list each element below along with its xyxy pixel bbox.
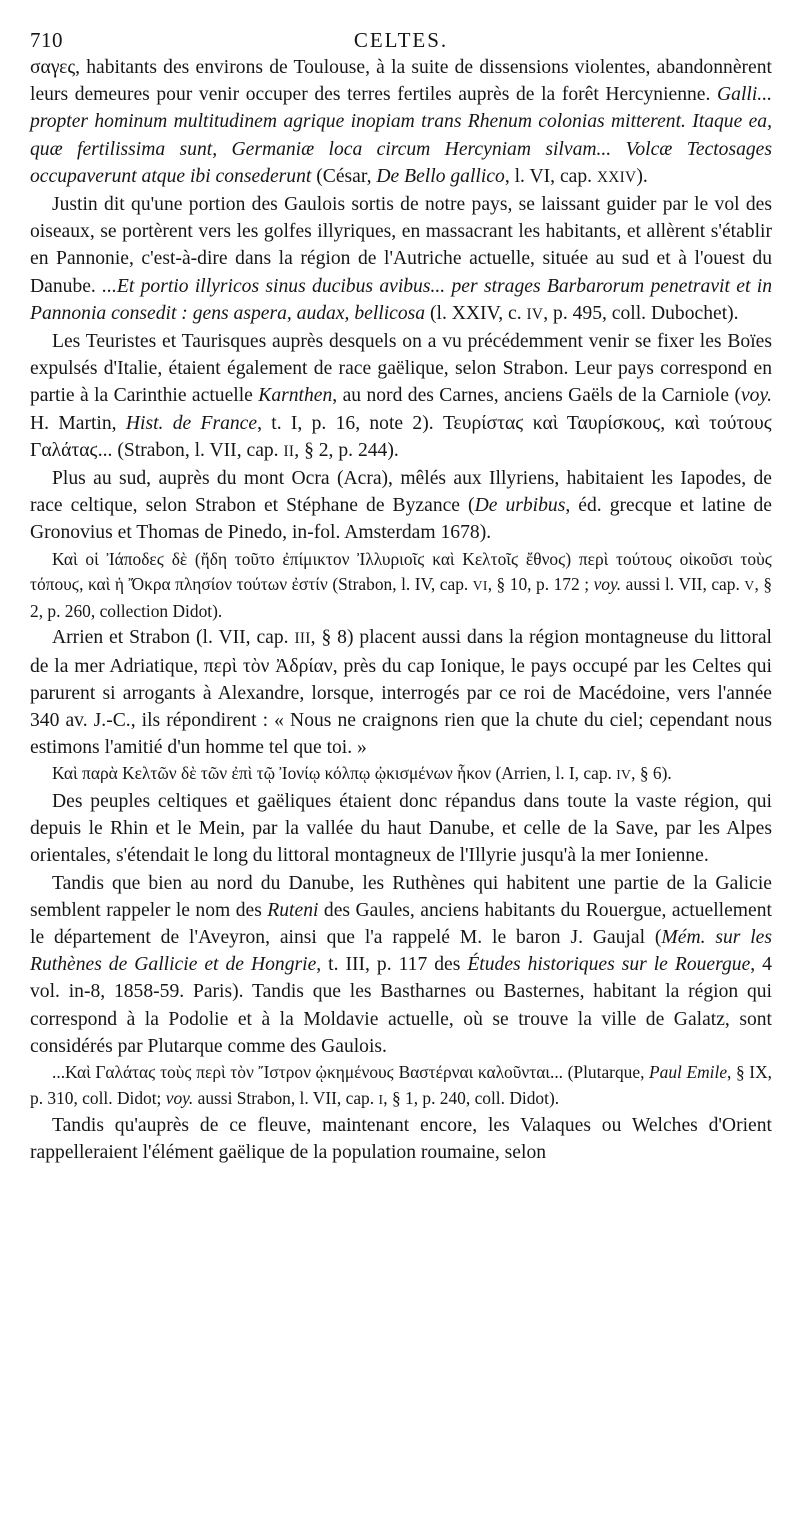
text-run: Tandis que bien au nord du Danube, les Ruthènes qui habitent une partie de la Galicie semblent rappeler le nom des: [30, 872, 772, 921]
text-run: des Gaules, anciens habitants du Rouergue, actuellement le département de l'Aveyron, ainsi que l'a rappelé M. le baron J. Gaujal (: [30, 899, 772, 949]
text-run: , éd. grecque et latine de Gronovius et Thomas de Pinedo, in-fol. Amsterdam 1678).: [30, 495, 772, 544]
text-run: Plus au sud, auprès du mont Ocra (Acra), mêlés aux Illyriens, habitaient les Iapodes, de race celtique, selon Strabon et Stéphane de Byzance (: [30, 468, 772, 517]
quote-plutarque: [30, 1060, 772, 1112]
text-run: , l. VI, cap.: [504, 165, 597, 187]
small-caps-run: IV: [526, 305, 544, 323]
text-run: , § 1, p. 240, coll. Didot).: [383, 1087, 560, 1108]
text-run: , t. I, p. 16, note 2).: [257, 412, 443, 434]
small-caps-run: III: [294, 630, 311, 648]
italic-run: Études historiques sur le Rouergue: [467, 954, 751, 976]
italic-run: voy.: [593, 574, 622, 595]
italic-run: De Bello gallico: [376, 165, 505, 187]
text-run: Tandis qu'auprès de ce fleuve, maintenant encore, les Valaques ou Welches d'Orient rappelleraient l'élément gaëlique de la population roumaine, selon: [30, 1115, 772, 1164]
small-caps-run: II: [283, 442, 295, 460]
greek-run: Καὶ παρὰ Κελτῶν δὲ τῶν ἐπὶ τῷ Ἰονίῳ κόλπῳ ᾠκισμένων ἧκον: [52, 763, 492, 784]
text-run: ).: [636, 165, 648, 187]
italic-run: Mém. sur les Ruthènes de Gallicie et de Hongrie: [30, 927, 772, 976]
text-run: , habitants des environs de Toulouse, à la suite de dissensions violentes, abandonnèrent leurs demeures pour venir occuper des terres fertiles auprès de la forêt Hercynienne.: [30, 57, 772, 106]
text-run: aussi l. VII, cap.: [621, 574, 745, 595]
text-run: H. Martin,: [30, 412, 126, 434]
greek-run: σαγες: [30, 57, 76, 78]
text-run: (Arrien, l. I, cap.: [491, 763, 617, 784]
paragraph-volcae-tectosages: [30, 54, 772, 191]
text-run: , § 8) placent aussi dans la région montagneuse du littoral de la mer Adriatique,: [30, 627, 772, 677]
text-run: (César,: [311, 165, 377, 187]
paragraph-valaques: [30, 1112, 772, 1166]
italic-run: De urbibus: [474, 495, 566, 517]
small-caps-run: I: [378, 1091, 384, 1107]
text-run: , t. III, p. 117 des: [316, 954, 468, 976]
paragraph-iapodes: [30, 465, 772, 547]
quote-arrien: [30, 761, 772, 788]
italic-run: Karnthen: [258, 385, 333, 407]
text-run: Les Teuristes et Taurisques auprès desquels on a vu précédemment venir se fixer les Boïes expulsés d'Italie, étaient également de race gaëlique, selon Strabon. Leur pays correspond en partie à la Carinthie actuelle: [30, 331, 772, 407]
text-run: (Strabon, l. IV, cap.: [327, 574, 473, 595]
paragraph-teuristes-taurisques: [30, 328, 772, 465]
running-title: CELTES.: [353, 28, 449, 52]
text-run: , au nord des Carnes, anciens Gaëls de la Carniole (: [332, 385, 741, 407]
small-caps-run: IV: [616, 767, 632, 783]
paragraph-ruthenes: [30, 870, 772, 1060]
text-run: , p. 495, coll. Dubochet).: [543, 302, 739, 324]
text-run: (l. XXIV, c.: [425, 302, 527, 324]
text-run: Justin dit qu'une portion des Gaulois sortis de notre pays, se laissant guider par le vol des oiseaux, se portèrent vers les golfes illyriques, en massacrant les habitants, et allèrent s'établir en Pannonie, c'est-à-dire dans la région de l'Autriche actuelle, située au sud et à l'ouest du Danube.: [30, 194, 772, 297]
text-run: , § 2, p. 244).: [294, 439, 399, 461]
small-caps-run: XXIV: [596, 168, 637, 186]
text-run: , près du cap Ionique, le pays occupé par les Celtes qui parurent si arrogants à Alexandre, lorsque, interrogés par ce roi de Macédoine, vers l'année 340 av. J.-C., ils répondirent : « Nous ne craignons rien que la chute du ciel; cependant nous estimons l'amitié d'un homme tel que toi. »: [30, 655, 772, 759]
text-run: , 4 vol. in-8, 1858-59. Paris). Tandis que les Bastharnes ou Basternes, habitant la région qui correspond à la Podolie et à la Moldavie actuelle, où se trouve la ville de Galatz, sont considérés par Plutarque comme des Gaulois.: [30, 954, 772, 1057]
small-caps-run: VI: [472, 578, 488, 594]
text-run: , § 10, p. 172 ;: [487, 574, 594, 595]
italic-run: voy.: [740, 385, 772, 407]
greek-run: περὶ τὸν Ἀδρίαν: [203, 655, 333, 677]
text-run: , § IX, p. 310, coll. Didot;: [30, 1062, 772, 1108]
italic-run: Hist. de France: [125, 412, 258, 434]
text-run: Des peuples celtiques et gaëliques étaient donc répandus dans toute la vaste région, qui depuis le Rhin et le Mein, par la vallée du haut Danube, et celle de la Save, par les Alpes orientales, s'étendait le long du littoral montagneux de l'Illyrie jusqu'à la mer Ionienne.: [30, 791, 772, 867]
text-run: (Plutarque,: [563, 1062, 650, 1083]
paragraph-peuples-celtiques: [30, 788, 772, 870]
italic-run: Paul Emile: [649, 1062, 728, 1083]
paragraph-arrien-strabon: [30, 624, 772, 761]
text-run: , § 2, p. 260, collection Didot).: [30, 574, 773, 621]
paragraph-justin-pannonie: [30, 191, 772, 328]
text-run: Arrien et Strabon (l. VII, cap.: [52, 627, 295, 649]
greek-run: ...Καὶ Γαλάταϛ τοὺϛ περὶ τὸν Ἴστρον ᾠκημένουϛ Βαστέρναι καλοῦνται...: [52, 1062, 564, 1083]
page-number: 710: [30, 28, 63, 52]
greek-run: Τευρίσταϛ καὶ Ταυρίσκουϛ, καὶ τούτουϛ Γαλάταϛ...: [30, 412, 772, 461]
greek-run: Καὶ οἱ Ἰάποδεϛ δὲ (ἤδη τοῦτο ἐπίμικτον Ἰλλυριοῖϛ καὶ Κελτοῖϛ ἔθνοϛ) περὶ τούτουϛ οἰκοῦσι τοὺϛ τόπουϛ, καὶ ἡ Ὄκρα πλησίον τούτων ἐστίν: [30, 548, 772, 595]
page-header: [30, 26, 772, 54]
small-caps-run: V: [744, 578, 755, 594]
page-body: [30, 54, 772, 1167]
italic-run: voy.: [165, 1087, 194, 1108]
italic-run: Galli... propter hominum multitudinem agrique inopiam trans Rhenum colonias mitterent. Itaque ea, quæ fertilissima sunt, Germaniæ loca circum Hercyniam silvam... Volcæ Tectosages occupaverunt atque ibi consederunt: [30, 84, 772, 187]
text-run: aussi Strabon, l. VII, cap.: [193, 1087, 379, 1108]
italic-run: ...Et portio illyricos sinus ducibus avibus... per strages Barbarorum penetravit et in Pannonia consedit : gens aspera, audax, bellicosa: [30, 275, 772, 324]
italic-run: Ruteni: [267, 899, 319, 921]
text-run: , § 6).: [631, 763, 672, 784]
quote-strabon-iapodes: [30, 547, 772, 625]
text-run: (Strabon, l. VII, cap.: [112, 439, 284, 461]
